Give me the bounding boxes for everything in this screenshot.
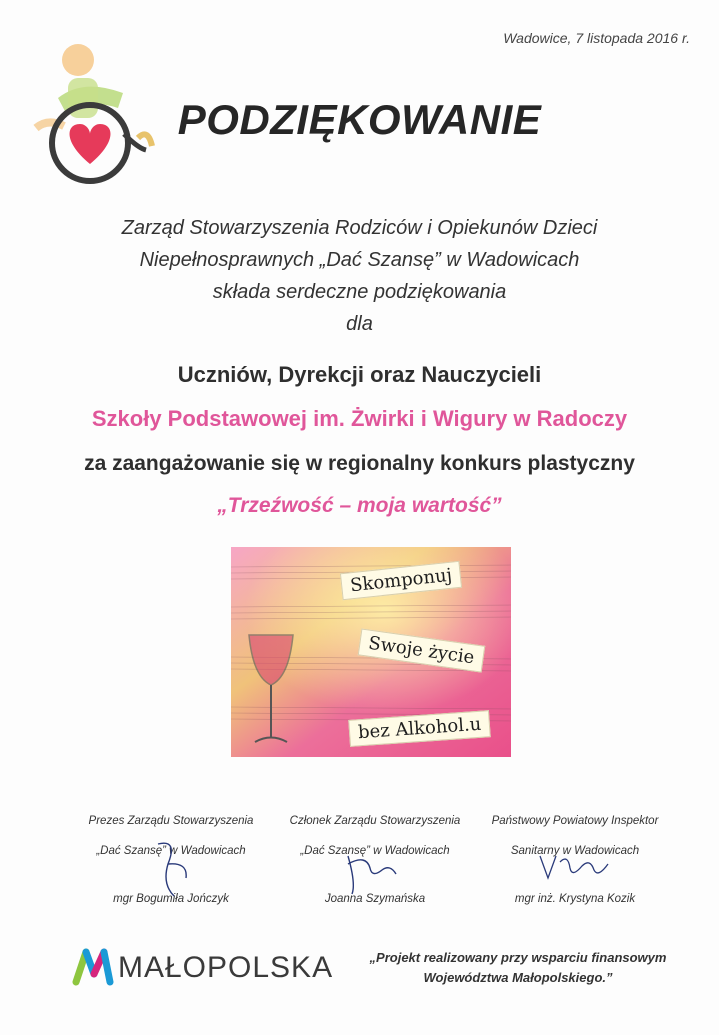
signature-role-3: Państwowy Powiatowy Inspektor: [491, 815, 659, 827]
signature-block-3: [470, 806, 680, 914]
intro-line-4: dla: [346, 313, 373, 335]
poster-label-1: Skomponuj: [340, 561, 462, 600]
malopolska-logo-icon: [72, 946, 116, 986]
signature-name-3: mgr inż. Krystyna Kozik: [514, 893, 636, 905]
signature-role-2: Członek Zarządu Stowarzyszenia: [289, 815, 461, 827]
intro-text: [0, 212, 719, 340]
reason-line: za zaangażowanie się w regionalny konkurs plastyczny: [84, 452, 635, 475]
poster-image: [231, 547, 511, 757]
intro-line-2: Niepełnosprawnych „Dać Szansę” w Wadowicach: [139, 249, 580, 271]
project-note-line-2: Województwa Małopolskiego.”: [423, 970, 613, 985]
signature-role-1: Prezes Zarządu Stowarzyszenia: [88, 815, 254, 827]
signature-block-2: [270, 806, 480, 914]
signature-block-1: [66, 806, 276, 914]
signature-org-3: Sanitarny w Wadowicach: [510, 845, 640, 857]
signature-name-2: Joanna Szymańska: [324, 893, 426, 905]
school-name: Szkoły Podstawowej im. Żwirki i Wigury w Radoczy: [91, 406, 628, 431]
poster-label-3: bez Alkohol.u: [348, 710, 491, 747]
intro-line-3: składa serdeczne podziękowania: [212, 281, 507, 303]
signature-name-1: mgr Bogumiła Jończyk: [113, 893, 229, 905]
intro-line-1: Zarząd Stowarzyszenia Rodziców i Opiekunów Dzieci: [121, 217, 598, 239]
poster-label-2: Swoje życie: [358, 628, 485, 672]
recipient-line: Uczniów, Dyrekcji oraz Nauczycieli: [177, 362, 542, 387]
project-funding-note: [348, 948, 688, 988]
document-title: PODZIĘKOWANIE: [177, 96, 542, 143]
malopolska-wordmark: MAŁOPOLSKA: [118, 951, 334, 984]
handwritten-signature-icon: [148, 834, 208, 904]
project-note-line-1: „Projekt realizowany przy wsparciu finansowym: [369, 950, 667, 965]
handwritten-signature-icon: [534, 848, 614, 888]
document-date: Wadowice, 7 listopada 2016 r.: [503, 30, 690, 46]
signature-org-2: „Dać Szansę” w Wadowicach: [300, 845, 450, 857]
contest-title: „Trzeźwość – moja wartość”: [217, 494, 502, 517]
handwritten-signature-icon: [336, 844, 406, 904]
signature-org-1: „Dać Szansę” w Wadowicach: [96, 845, 246, 857]
